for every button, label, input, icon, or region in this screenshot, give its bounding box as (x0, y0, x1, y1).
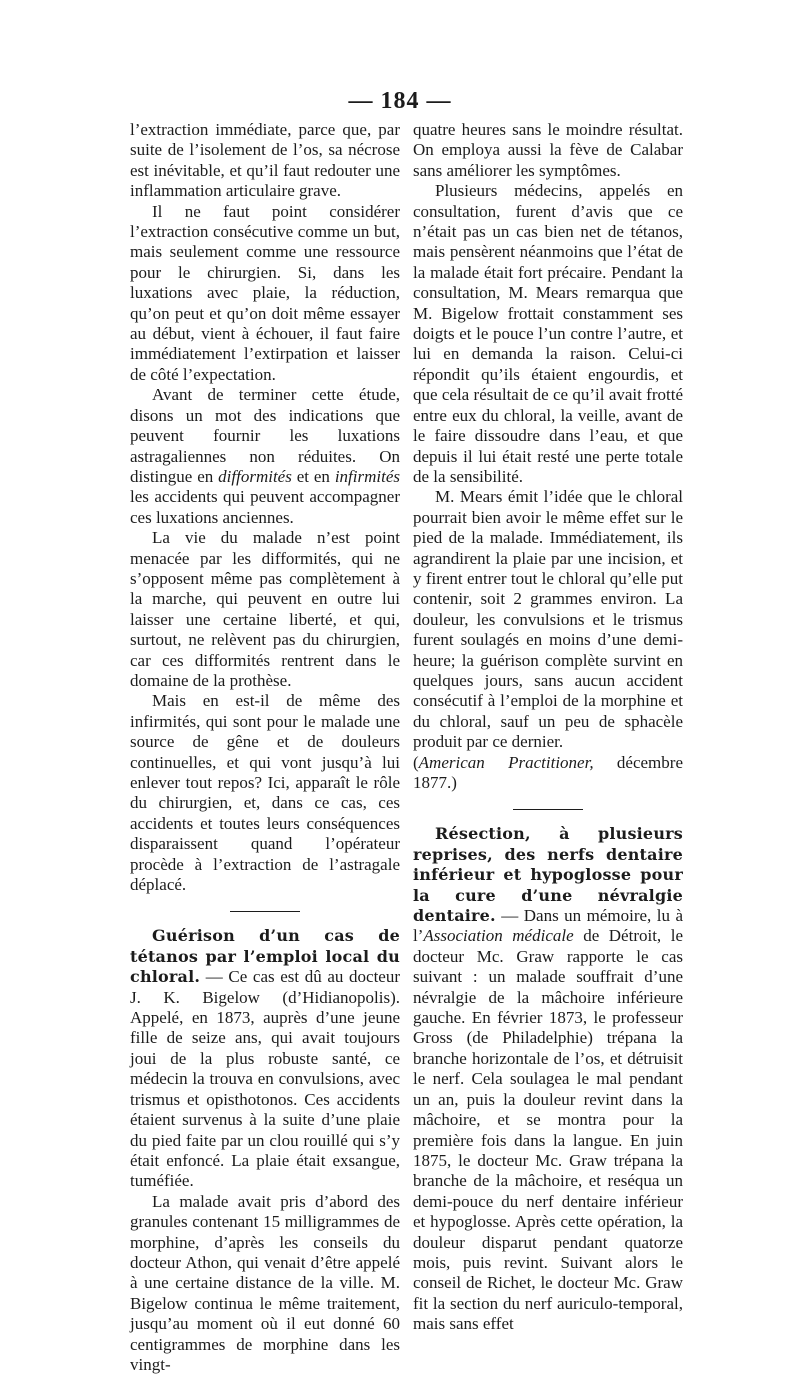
paragraph-text: Avant de terminer cette étude, disons un mot des indications que peuvent fournir les luxations astragaliennes non réduites. On distingue en (130, 385, 400, 486)
section-divider (513, 809, 583, 810)
italic-term: Association médicale (423, 926, 574, 946)
left-column (130, 120, 400, 1375)
paragraph: M. Mears émit l’idée que le chloral pourrait bien avoir le même effet sur le pied de la malade. Immédiatement, ils agrandirent la plaie par une incision, et y firent entrer tout le chloral qu’elle put contenir, soit 2 grammes environ. La douleur, les convulsions et le trismus furent soulagés en moins d’une demi-heure; la guérison complète survint en quelques jours, sans aucun accident consécutif à l’emploi de la morphine et du chloral, sauf un peu de sphacèle produit par ce dernier. (413, 487, 683, 752)
article-heading: Guérison d’un cas de tétanos par l’emploi local du chloral. (130, 926, 400, 987)
paragraph-text: les accidents qui peuvent accompagner ces luxations anciennes. (130, 487, 400, 527)
article-paragraph (130, 926, 400, 1191)
italic-term: difformités (218, 466, 292, 486)
paragraph: quatre heures sans le moindre résultat. On employa aussi la fève de Calabar sans améliorer les symptômes. (413, 120, 683, 180)
section-divider (230, 911, 300, 912)
paragraph: l’extraction immédiate, parce que, par suite de l’isolement de l’os, sa nécrose est inévitable, et qu’il faut redouter une inflammation articulaire grave. (130, 120, 400, 201)
article-heading: Résection, à plusieurs reprises, des nerfs dentaire inférieur et hypoglosse pour la cure d’une névralgie dentaire. (413, 824, 683, 926)
article-paragraph (413, 824, 683, 1334)
paragraph: Plusieurs médecins, appelés en consultation, furent d’avis que ce n’était pas un cas bien net de tétanos, mais pensèrent néanmoins que l’état de la malade était fort précaire. Pendant la consultation, M. Mears remarqua que M. Bigelow frottait constamment ses doigts et le pouce l’un contre l’autre, et lui en demanda la raison. Celui-ci répondit qu’ils étaient engourdis, et que cela résultait de ce qu’il avait frotté entre eux du chloral, la veille, avant de le faire dissoudre dans l’eau, et que depuis il lui était resté une perte totale de la sensibilité. (413, 181, 683, 486)
journal-title: American Practitioner, (418, 752, 594, 772)
paragraph: Mais en est-il de même des infirmités, qui sont pour le malade une source de gêne et de douleurs continuelles, et qui vont jusqu’à lui enlever tout repos? Ici, apparaît le rôle du chirurgien, et, dans ce cas, ces accidents et toutes leurs conséquences disparaissent quand l’opérateur procède à l’extraction de l’astragale déplacé. (130, 691, 400, 895)
citation (413, 753, 683, 794)
paragraph: Il ne faut point considérer l’extraction consécutive comme un but, mais seulement comme une ressource pour le chirurgien. Si, dans les luxations avec plaie, la réduction, qu’on peut et qu’on doit même essayer au début, vient à échouer, il faut faire immédiatement l’extirpation et laisser de côté l’expectation. (130, 201, 400, 384)
article-text: — Ce cas est dû au docteur J. K. Bigelow (d’Hidianopolis). Appelé, en 1873, auprès d’une jeune fille de seize ans, qui avait toujours joui de la plus robuste santé, ce médecin la trouva en convulsions, avec trismus et opisthotonos. Ces accidents étaient survenus à la suite d’une plaie du pied faite par un clou rouillé qui s’y était enfoncé. La plaie était exsangue, tuméfiée. (130, 967, 401, 1191)
paragraph-text: et en (296, 466, 330, 486)
page-number: — 184 — (348, 88, 452, 114)
paragraph: La malade avait pris d’abord des granules contenant 15 milligrammes de morphine, d’après les conseils du docteur Athon, qui venait d’être appelé à une certaine distance de la ville. M. Bigelow continua le même traitement, jusqu’au moment où il eut donné 60 centigrammes de morphine dans les vingt- (130, 1191, 400, 1374)
article-text: — Dans un mémoire, lu à l’ (413, 906, 683, 946)
paragraph: La vie du malade n’est point menacée par les difformités, qui ne s’opposent même pas complètement à la marche, qui peuvent en outre lui laisser une certaine liberté, et qui, surtout, ne relèvent pas du chirurgien, car ces difformités rentrent dans le domaine de la prothèse. (130, 528, 400, 690)
citation-date: décembre 1877.) (413, 752, 683, 792)
citation-paren: ( (413, 752, 419, 772)
paragraph (130, 385, 400, 528)
article-text: de Détroit, le docteur Mc. Graw rapporte le cas suivant : un malade souffrait d’une névralgie de la mâchoire inférieure gauche. En février 1873, le professeur Gross (de Philadelphie) trépana la branche horizontale de l’os, et détruisit le nerf. Cela soulagea le mal pendant un an, puis la douleur revint dans la mâchoire, et se montra pour la première fois dans la langue. En juin 1875, le docteur Mc. Graw trépana la branche de la mâchoire, et reséqua un demi-pouce du nerf dentaire inférieur et hypoglosse. Après cette opération, la douleur disparut pendant quatorze mois, puis revint. Suivant alors le conseil de Richet, le docteur Mc. Graw fit la section du nerf auriculo-temporal, mais sans effet (413, 926, 683, 1334)
right-column (413, 120, 683, 1335)
italic-term: infirmités (334, 466, 400, 486)
